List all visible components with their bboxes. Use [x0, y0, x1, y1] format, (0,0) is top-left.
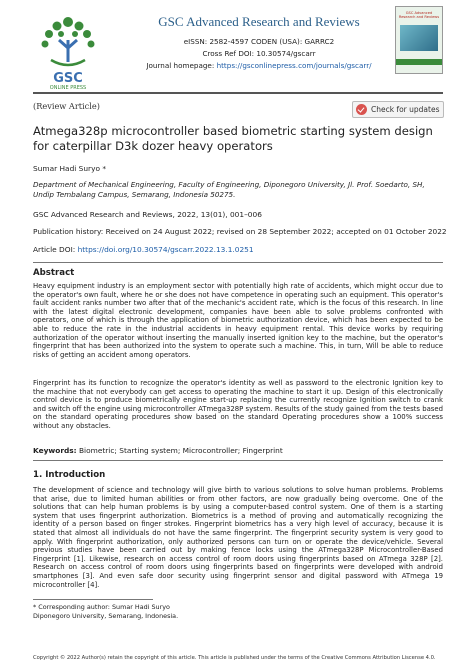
author-institution: Diponegoro University, Semarang, Indonesia.	[33, 612, 179, 620]
keywords-label: Keywords:	[33, 446, 77, 455]
keywords-line	[33, 446, 283, 455]
author-line: Sumar Hadi Suryo *	[33, 164, 107, 173]
logo-text: GSC	[53, 71, 83, 86]
check-updates-icon	[356, 104, 367, 115]
journal-title: GSC Advanced Research and Reviews	[158, 14, 360, 29]
affiliation: Department of Mechanical Engineering, Faculty of Engineering, Diponegoro University, Jl. Prof. Soedarto, SH, Undip Tembalang Campus, Semarang, Indonesia 50275.	[33, 180, 425, 199]
check-for-updates-button[interactable]	[352, 101, 444, 118]
divider	[33, 262, 443, 263]
cover-image	[400, 25, 438, 51]
check-updates-label: Check for updates	[371, 105, 440, 114]
homepage-line	[129, 61, 389, 70]
corresponding-author: * Corresponding author: Sumar Hadi Suryo	[33, 603, 170, 611]
cover-bar	[396, 59, 442, 65]
gsc-logo	[33, 12, 103, 90]
article-title: Atmega328p microcontroller based biometric starting system design for caterpillar D3k dozer heavy operators	[33, 124, 433, 153]
publication-history: Publication history: Received on 24 August 2022; revised on 28 September 2022; accepted on 01 October 2022	[33, 227, 447, 236]
issn-line: eISSN: 2582-4597 CODEN (USA): GARRC2	[183, 37, 335, 46]
introduction-paragraph-1: The development of science and technology will give birth to various solutions to solve human problems. Problems that arise, due to limited human abilities or from other factors, are now gradually being overcome. One of the solutions that can help human problems is by using a computer-based control system. One of them is a starting system that uses fingerprint authorization. Biometrics is a method of proving and automatically recognizing the identity of a person based on finger strokes. Fingerprint biometrics has a very high level of accuracy, because it is stated that almost all individuals do not have the same fingerprint. The fingerprint security system is very good to apply. With fingerprint authorization, only authorized persons can turn on or operate the device/vehicle. Several previous studies have been carried out by making fence locks using the ATmega328P Microcontroller-Based Fingerprint [1]. Likewise, research on access control of room doors using fingerprints based on ATmega 328P [2]. Research on access control of room doors using fingerprints based on fingerprints were developed with android smartphones [3]. And even safe door security using fingerprint sensor and digital password with ATmega 19 microcontroller [4].	[33, 486, 443, 589]
footnote-rule	[33, 599, 153, 600]
divider	[33, 460, 443, 461]
abstract-paragraph-2: Fingerprint has its function to recognize the operator's identity as well as password to the electronic Ignition key to the machine that not everybody can get access to operating the machine to start it up. Design of this electronically control device is to produce biometrically engine start-up replacing the currently recognize Ignition switch to crank and switch off the engine using microcontroller ATmega328P system. Results of the study gained from the tests based on the standard operating procedures show based on the standard Operating procedures show a 100% success without any obstacles.	[33, 379, 443, 430]
doi-link[interactable]: https://doi.org/10.30574/gscarr.2022.13.1.0251	[77, 245, 254, 254]
logo-subtext: ONLINE PRESS	[49, 85, 87, 90]
journal-header	[33, 6, 443, 94]
doi-label: Article DOI:	[33, 245, 78, 254]
abstract-heading: Abstract	[33, 268, 75, 278]
crossref-line: Cross Ref DOI: 10.30574/gscarr	[202, 49, 316, 58]
article-type: (Review Article)	[33, 101, 100, 111]
homepage-label: Journal homepage:	[146, 61, 217, 70]
abstract-paragraph-1: Heavy equipment industry is an employment sector with potentially high rate of accidents, which might occur due to the operator's own fault, where he or she does not have competence in operating such an equipment. This operator's fault accident ranks number two after that of the mechanic's accident rate, which is the focus of this research. In line with the latest digital electronic development, companies have been able to solve problems confronted with operators, one of which is through the application of biometric authorization device, which has been expected to be able to reduce the rate in the industrial accidents in heavy equipment rental. This device works by requiring authorization of the operator without inserting the manually inserted ignition key to the machine, but the operator's fingerprint that has been authorized into the system to operate such a machine. This, in turn, Will be able to reduce risks of getting an accident among operators.	[33, 282, 443, 359]
citation-line: GSC Advanced Research and Reviews, 2022, 13(01), 001–006	[33, 210, 262, 219]
cover-title: GSC Advanced Research and Reviews	[398, 11, 440, 20]
keywords-text: Biometric; Starting system; Microcontroller; Fingerprint	[78, 446, 283, 455]
journal-cover-thumbnail	[395, 6, 443, 74]
homepage-link[interactable]: https://gsconlinepress.com/journals/gscarr/	[216, 61, 372, 70]
doi-line	[33, 245, 254, 254]
header-rule	[33, 92, 443, 94]
introduction-heading: 1. Introduction	[33, 470, 106, 480]
copyright-notice: Copyright © 2022 Author(s) retain the copyright of this article. This article is published under the terms of the Creative Commons Attribution Liscense 4.0.	[33, 655, 436, 661]
